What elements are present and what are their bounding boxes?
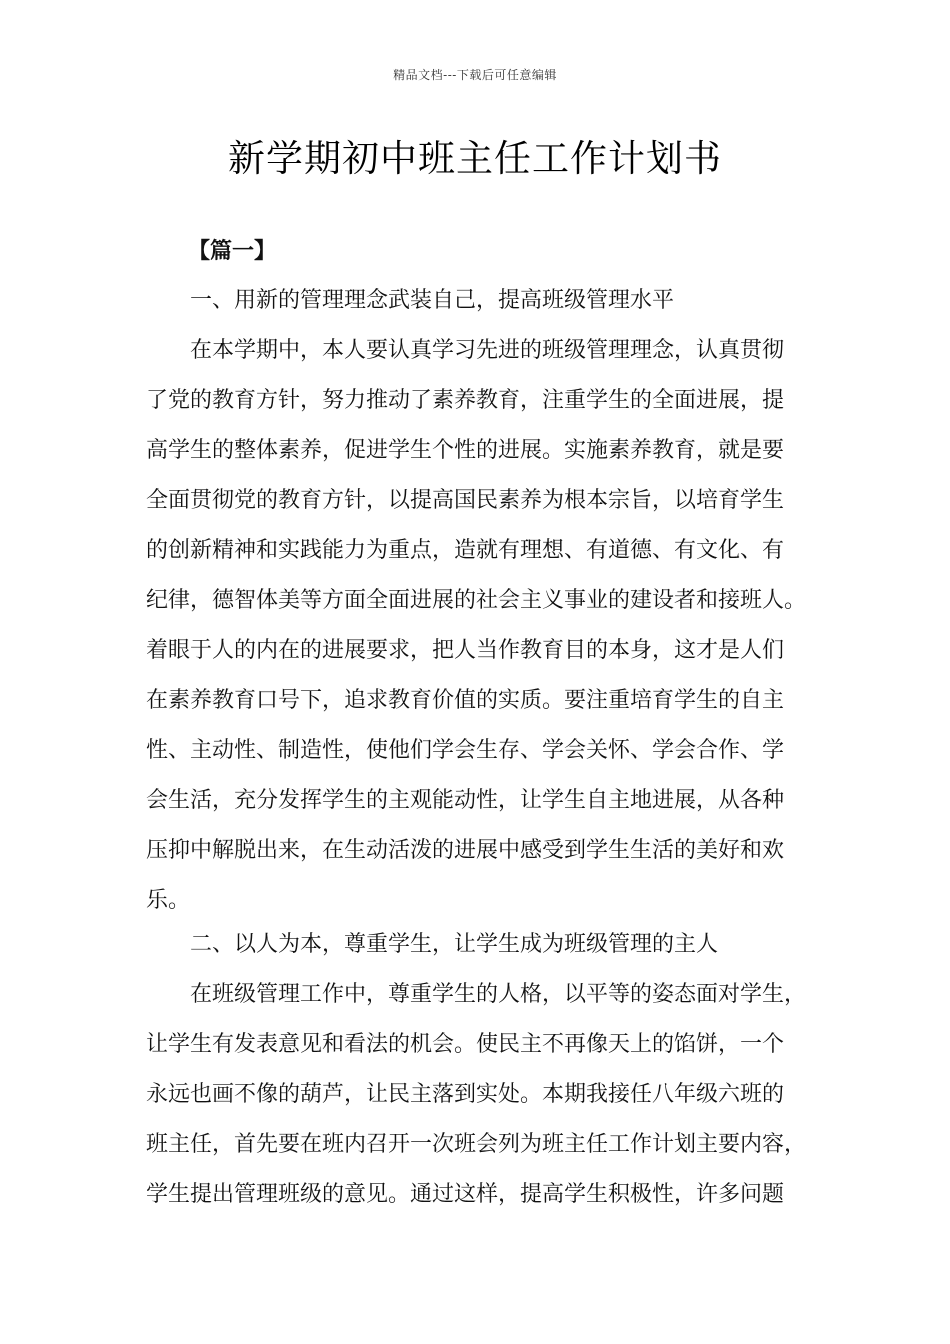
paragraph-line: 乐。 — [146, 888, 191, 913]
paragraph-line: 纪律，德智体美等方面全面进展的社会主义事业的建设者和接班人。 — [146, 588, 807, 613]
section-tag: 【篇一】 — [188, 238, 277, 264]
paragraph-line: 在素养教育口号下，追求教育价值的实质。要注重培育学生的自主 — [146, 688, 785, 713]
paragraph-line: 压抑中解脱出来，在生动活泼的进展中感受到学生生活的美好和欢 — [146, 838, 785, 863]
paragraph-line: 高学生的整体素养，促进学生个性的进展。实施素养教育，就是要 — [146, 438, 785, 463]
paragraph-line: 在班级管理工作中，尊重学生的人格，以平等的姿态面对学生， — [190, 982, 807, 1007]
section-heading-1: 一、用新的管理理念武装自己，提高班级管理水平 — [190, 288, 675, 313]
paragraph-line: 班主任，首先要在班内召开一次班会列为班主任工作计划主要内容， — [146, 1132, 807, 1157]
paragraph-line: 全面贯彻党的教育方针，以提高国民素养为根本宗旨，以培育学生 — [146, 488, 785, 513]
header-note: 精品文档---下载后可任意编辑 — [393, 68, 557, 82]
section-paragraph-2 — [146, 970, 826, 1220]
paragraph-line: 学生提出管理班级的意见。通过这样，提高学生积极性，许多问题 — [146, 1182, 785, 1207]
section-heading-2: 二、以人为本，尊重学生，让学生成为班级管理的主人 — [190, 932, 719, 957]
section-paragraph-1 — [146, 326, 826, 926]
paragraph-line: 性、主动性、制造性，使他们学会生存、学会关怀、学会合作、学 — [146, 738, 785, 763]
paragraph-line: 在本学期中，本人要认真学习先进的班级管理理念，认真贯彻 — [190, 338, 785, 363]
paragraph-line: 让学生有发表意见和看法的机会。使民主不再像天上的馅饼，一个 — [146, 1032, 785, 1057]
paragraph-line: 永远也画不像的葫芦，让民主落到实处。本期我接任八年级六班的 — [146, 1082, 785, 1107]
paragraph-line: 了党的教育方针，努力推动了素养教育，注重学生的全面进展，提 — [146, 388, 785, 413]
paragraph-line: 的创新精神和实践能力为重点，造就有理想、有道德、有文化、有 — [146, 538, 785, 563]
paragraph-line: 会生活，充分发挥学生的主观能动性，让学生自主地进展，从各种 — [146, 788, 785, 813]
paragraph-line: 着眼于人的内在的进展要求，把人当作教育目的本身，这才是人们 — [146, 638, 785, 663]
document-title: 新学期初中班主任工作计划书 — [228, 137, 722, 180]
